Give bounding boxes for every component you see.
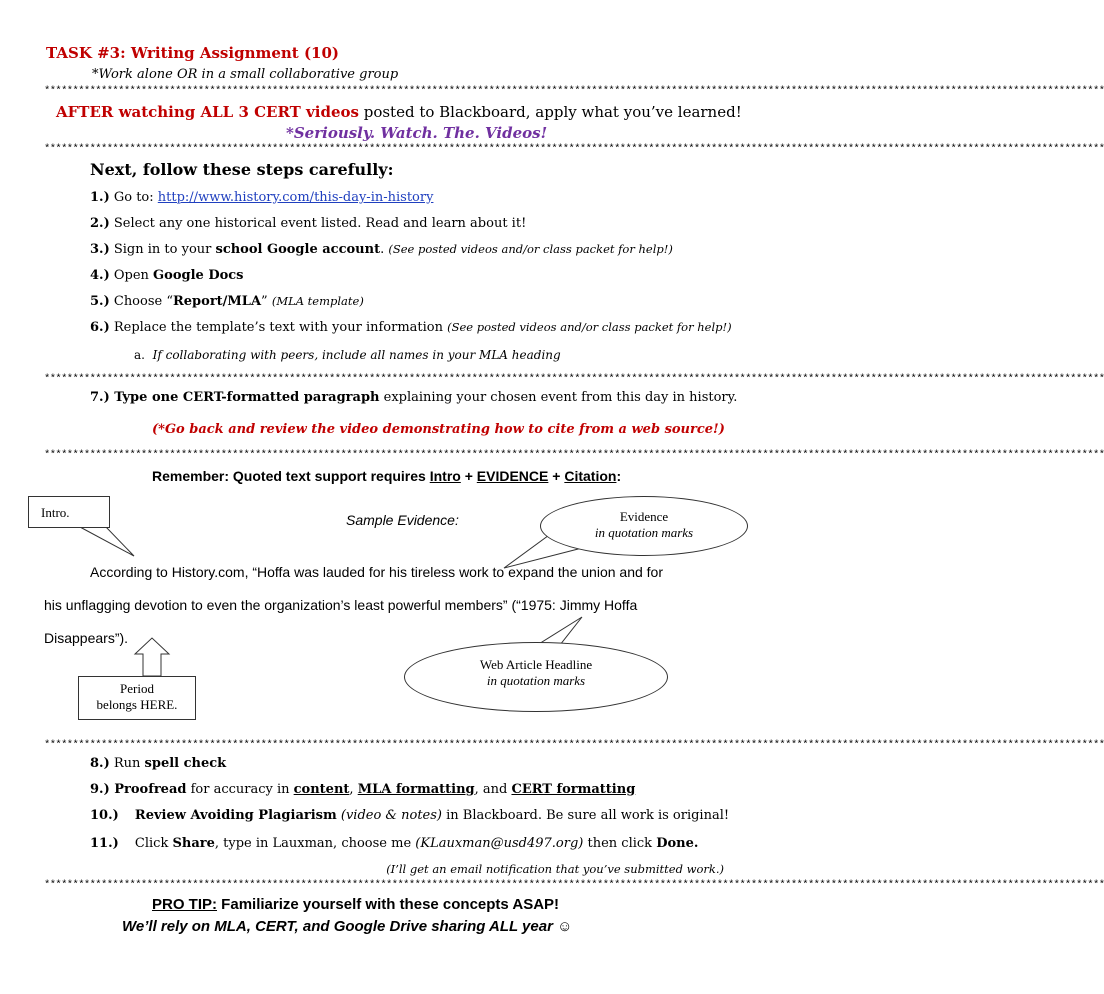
step-number: 1.) bbox=[90, 190, 110, 205]
remember-plus: + bbox=[460, 468, 477, 484]
step-bold: school Google account bbox=[215, 242, 381, 257]
headline-callout bbox=[404, 642, 668, 712]
step-number: 8.) bbox=[90, 756, 110, 771]
step-7 bbox=[90, 390, 737, 405]
banner-line bbox=[56, 103, 742, 121]
period-callout-line2: belongs HERE. bbox=[96, 697, 178, 712]
step-4 bbox=[90, 268, 244, 283]
step-number: 6.) bbox=[90, 320, 110, 335]
intro-callout-text: Intro. bbox=[41, 505, 70, 520]
banner-emphasis: *Seriously. Watch. The. Videos! bbox=[286, 124, 548, 142]
step-7-note: (*Go back and review the video demonstrating how to cite from a web source!) bbox=[152, 422, 725, 437]
step-10 bbox=[90, 808, 729, 823]
step-text: then click bbox=[583, 836, 657, 851]
step-text: Run bbox=[109, 756, 145, 771]
step-2 bbox=[90, 216, 526, 231]
step-8 bbox=[90, 756, 226, 771]
history-link[interactable]: http://www.history.com/this-day-in-history bbox=[157, 190, 434, 205]
step-text: Replace the template’s text with your information bbox=[109, 320, 448, 335]
sample-evidence-label: Sample Evidence: bbox=[346, 512, 459, 528]
step-text: explaining your chosen event from this day in history. bbox=[379, 390, 738, 405]
evidence-callout-line1: Evidence bbox=[619, 509, 669, 524]
remember-plus: + bbox=[548, 468, 565, 484]
step-bold: Proofread bbox=[109, 782, 187, 797]
up-arrow-icon bbox=[0, 0, 1, 1]
separator: ****************************************************************************************************************************************************************************************** bbox=[44, 449, 1104, 461]
remember-evidence: EVIDENCE bbox=[476, 468, 549, 484]
step-number: 9.) bbox=[90, 782, 110, 797]
pro-tip-text: Familiarize yourself with these concepts ASAP! bbox=[217, 896, 560, 913]
step-number: 5.) bbox=[90, 294, 110, 309]
step-note: (video & notes) bbox=[336, 808, 442, 823]
step-number: 10.) bbox=[90, 808, 119, 823]
step-text: in Blackboard. Be sure all work is original! bbox=[442, 808, 730, 823]
step-note: (See posted videos and/or class packet for help!) bbox=[447, 320, 732, 334]
step-11-note: (I’ll get an email notification that you’ve submitted work.) bbox=[386, 862, 724, 876]
smiley-icon: ☺ bbox=[557, 918, 573, 935]
step-text: Go to: bbox=[109, 190, 158, 205]
remember-lead: Remember: Quoted text support requires bbox=[152, 468, 430, 484]
step-number: 3.) bbox=[90, 242, 110, 257]
remember-line bbox=[152, 468, 621, 484]
step-text: , and bbox=[474, 782, 512, 797]
separator: ****************************************************************************************************************************************************************************************** bbox=[44, 879, 1104, 891]
step-number: 2.) bbox=[90, 216, 110, 231]
step-9 bbox=[90, 782, 635, 797]
step-bold: spell check bbox=[144, 756, 227, 771]
step-text: Click bbox=[134, 836, 173, 851]
separator: ****************************************************************************************************************************************************************************************** bbox=[44, 373, 1104, 385]
headline-callout-line2: in quotation marks bbox=[486, 673, 586, 688]
step-note: (KLauxman@usd497.org) bbox=[415, 836, 584, 851]
separator: ****************************************************************************************************************************************************************************************** bbox=[44, 739, 1104, 751]
step-text: Select any one historical event listed. Read and learn about it! bbox=[109, 216, 527, 231]
evidence-callout-line2: in quotation marks bbox=[594, 525, 694, 540]
step-bold: Report/MLA bbox=[172, 294, 262, 309]
step-bold: MLA formatting bbox=[357, 782, 475, 797]
remember-intro: Intro bbox=[429, 468, 461, 484]
pro-tip-line2 bbox=[122, 918, 572, 935]
sample-line-3: Disappears”). bbox=[44, 630, 129, 646]
step-number: a. bbox=[134, 348, 145, 362]
pro-tip-line bbox=[152, 896, 559, 913]
step-bold: Share bbox=[172, 836, 215, 851]
sample-line-2: his unflagging devotion to even the organization’s least powerful members” (“1975: Jimmy Hoffa bbox=[44, 597, 638, 613]
step-number: 11.) bbox=[90, 836, 119, 851]
task-title: TASK #3: Writing Assignment (10) bbox=[46, 44, 340, 62]
evidence-callout bbox=[540, 496, 748, 556]
step-bold: content bbox=[293, 782, 350, 797]
step-bold: CERT formatting bbox=[511, 782, 636, 797]
step-6a bbox=[134, 348, 561, 362]
intro-callout bbox=[28, 496, 110, 528]
step-text: , type in Lauxman, choose me bbox=[214, 836, 416, 851]
step-text: Sign in to your bbox=[109, 242, 216, 257]
separator: ****************************************************************************************************************************************************************************************** bbox=[44, 143, 1104, 155]
separator: ****************************************************************************************************************************************************************************************** bbox=[44, 85, 1104, 97]
task-subtitle: *Work alone OR in a small collaborative group bbox=[92, 67, 399, 82]
step-text: . bbox=[380, 242, 389, 257]
step-number: 7.) bbox=[90, 390, 110, 405]
steps-heading: Next, follow these steps carefully: bbox=[90, 160, 394, 179]
step-text: Open bbox=[109, 268, 154, 283]
step-bold: Type one CERT-formatted paragraph bbox=[109, 390, 380, 405]
step-bold: Done. bbox=[656, 836, 699, 851]
step-text: Choose “ bbox=[109, 294, 173, 309]
step-6 bbox=[90, 320, 732, 335]
period-callout-line1: Period bbox=[120, 681, 154, 696]
period-callout bbox=[78, 676, 196, 720]
sample-line-1: According to History.com, “Hoffa was lauded for his tireless work to expand the union and for bbox=[90, 564, 663, 580]
step-note: (See posted videos and/or class packet for help!) bbox=[388, 242, 673, 256]
remember-end: : bbox=[616, 468, 622, 484]
headline-callout-line1: Web Article Headline bbox=[479, 657, 593, 672]
pro-tip-label: PRO TIP: bbox=[152, 896, 218, 913]
step-1 bbox=[90, 190, 433, 205]
banner-bold: AFTER watching ALL 3 CERT videos bbox=[56, 103, 359, 121]
pro-tip-line2-text: We’ll rely on MLA, CERT, and Google Drive sharing ALL year bbox=[122, 918, 558, 935]
step-11 bbox=[90, 836, 698, 851]
step-3 bbox=[90, 242, 673, 257]
remember-citation: Citation bbox=[564, 468, 617, 484]
banner-rest: posted to Blackboard, apply what you’ve learned! bbox=[358, 103, 742, 121]
step-text: ” bbox=[261, 294, 272, 309]
step-bold: Google Docs bbox=[153, 268, 244, 283]
step-bold: Review Avoiding Plagiarism bbox=[134, 808, 337, 823]
step-5 bbox=[90, 294, 364, 309]
step-text: for accuracy in bbox=[186, 782, 294, 797]
step-text: If collaborating with peers, include all names in your MLA heading bbox=[152, 348, 561, 362]
step-number: 4.) bbox=[90, 268, 110, 283]
step-text: , bbox=[349, 782, 358, 797]
step-note: (MLA template) bbox=[271, 294, 364, 308]
